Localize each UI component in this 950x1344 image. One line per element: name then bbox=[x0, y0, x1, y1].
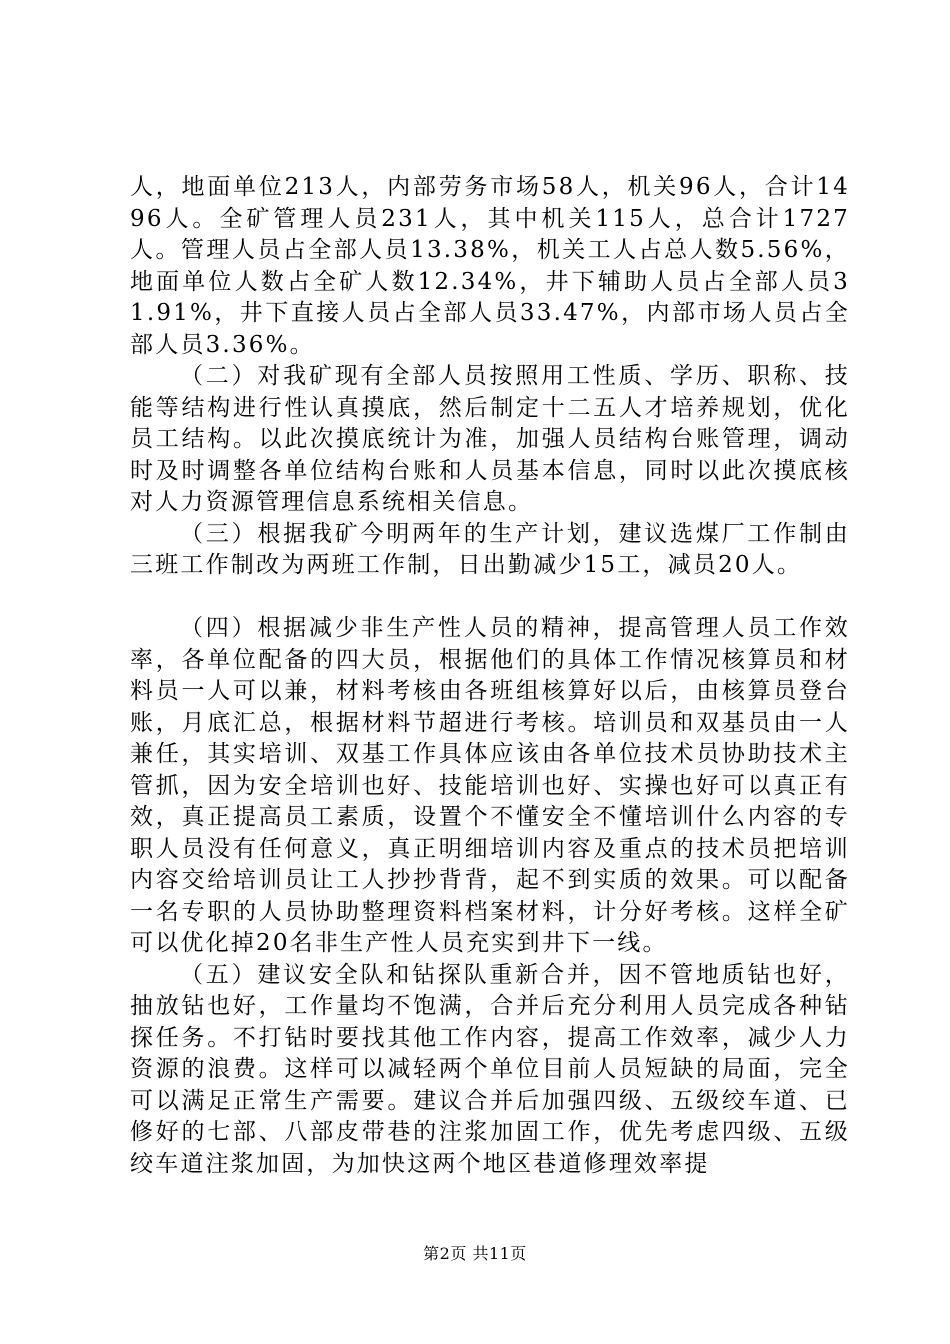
paragraph-spacer bbox=[130, 582, 850, 614]
paragraph-item-5: （五）建议安全队和钻探队重新合并，因不管地质钻也好，抽放钻也好，工作量均不饱满，合并后充分利用人员完成各种钻探任务。不打钻时要找其他工作内容，提高工作效率，减少人力资源的浪费。这样可以减轻两个单位目前人员短缺的局面，完全可以满足正常生产需要。建议合并后加强四级、五级绞车道、已修好的七部、八部皮带巷的注浆加固工作，优先考虑四级、五级绞车道注浆加固，为加快这两个地区巷道修理效率提 bbox=[130, 961, 850, 1177]
paragraph-item-2: （二）对我矿现有全部人员按照用工性质、学历、职称、技能等结构进行性认真摸底，然后制定十二五人才培养规划，优化员工结构。以此次摸底统计为准，加强人员结构台账管理，调动时及时调整各单位结构台账和人员基本信息，同时以此次摸底核对人力资源管理信息系统相关信息。 bbox=[130, 363, 850, 515]
document-body bbox=[130, 172, 850, 1180]
page-number-footer: 第2页 共11页 bbox=[423, 1244, 527, 1263]
paragraph-personnel-stats: 人，地面单位213人，内部劳务市场58人，机关96人，合计1496人。全矿管理人员231人，其中机关115人，总合计1727人。管理人员占全部人员13.38%，机关工人占总人数5.56%，地面单位人数占全矿人数12.34%，井下辅助人员占全部人员31.91%，井下直接人员占全部人员33.47%，内部市场人员占全部人员3.36%。 bbox=[130, 174, 850, 358]
paragraph-item-3: （三）根据我矿今明两年的生产计划，建议选煤厂工作制由三班工作制改为两班工作制，日出勤减少15工，减员20人。 bbox=[130, 520, 850, 578]
paragraph-item-4: （四）根据减少非生产性人员的精神，提高管理人员工作效率，各单位配备的四大员，根据他们的具体工作情况核算员和材料员一人可以兼，材料考核由各班组核算好以后，由核算员登台账，月底汇总，根据材料节超进行考核。培训员和双基员由一人兼任，其实培训、双基工作具体应该由各单位技术员协助技术主管抓，因为安全培训也好、技能培训也好、实操也好可以真正有效，真正提高员工素质，设置个不懂安全不懂培训什么内容的专职人员没有任何意义，真正明细培训内容及重点的技术员把培训内容交给培训员让工人抄抄背背，起不到实质的效果。可以配备一名专职的人员协助整理资料档案材料，计分好考核。这样全矿可以优化掉20名非生产性人员充实到井下一线。 bbox=[130, 615, 850, 956]
